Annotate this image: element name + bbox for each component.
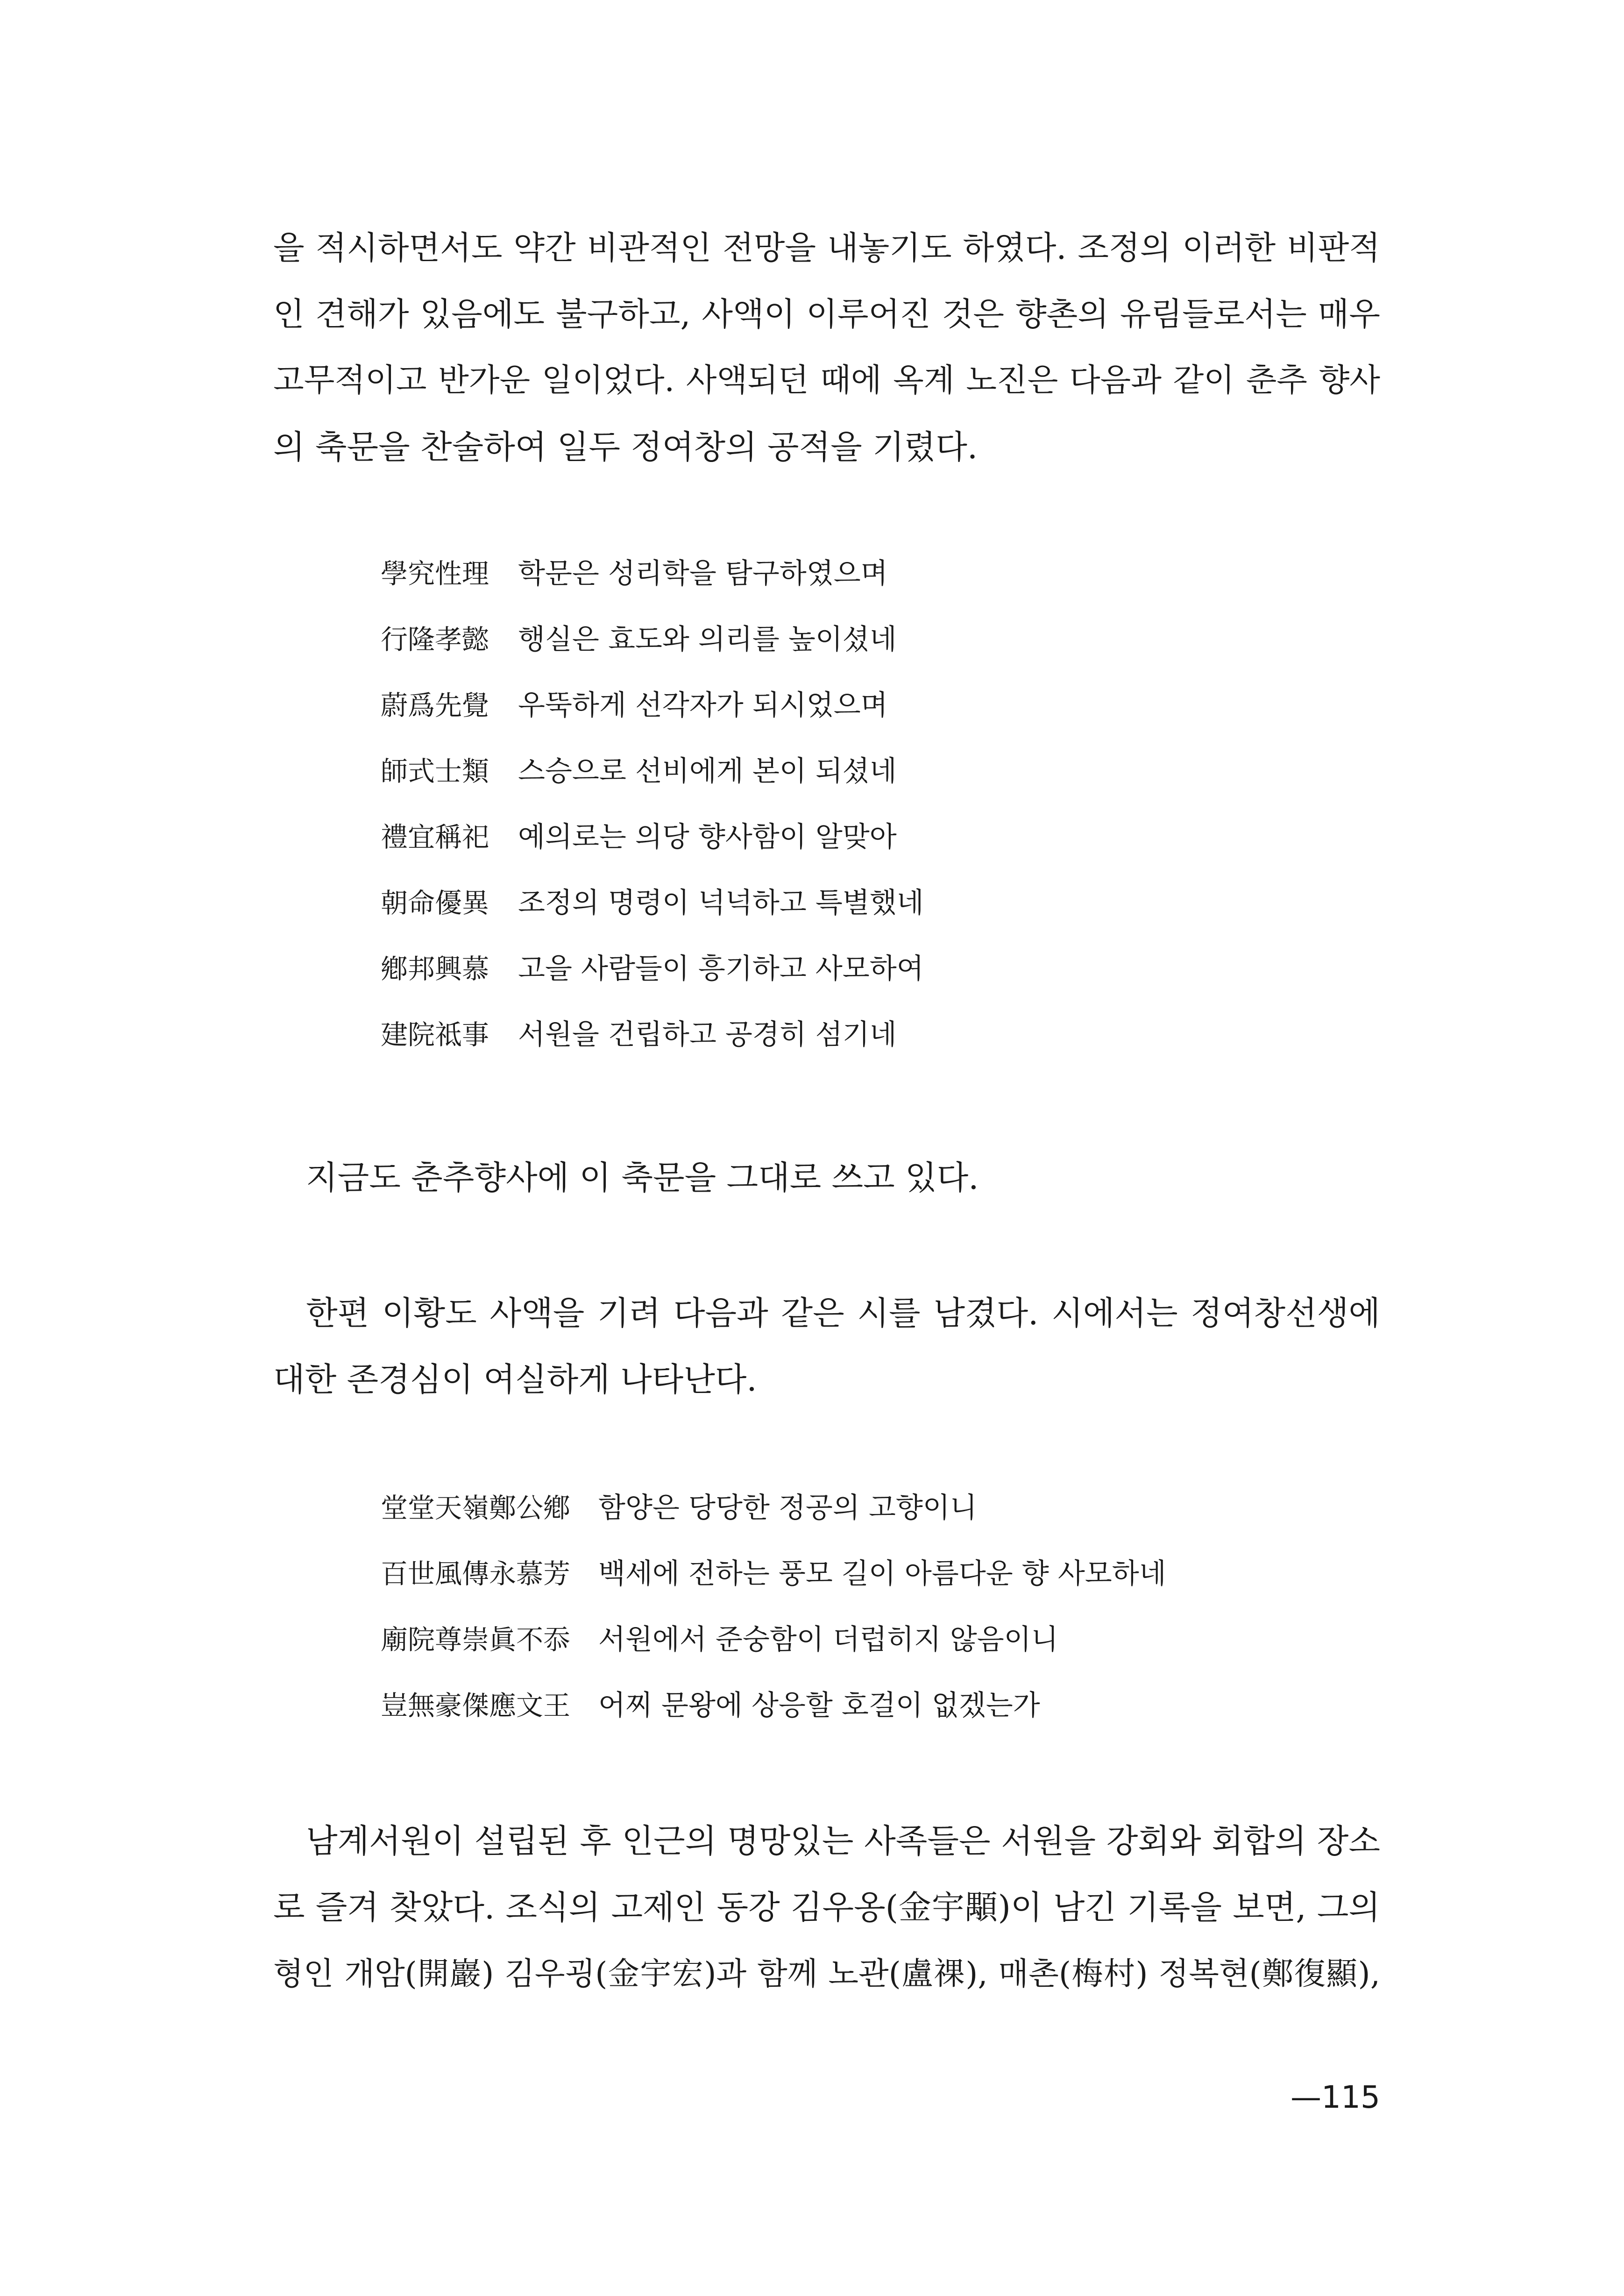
poem-hanja: 行隆孝懿: [381, 624, 489, 655]
paragraph-1: [273, 215, 1380, 480]
poem-hanja: 朝命優異: [381, 887, 489, 919]
paragraph-3: [273, 1280, 1380, 1413]
poem-translation: 조정의 명령이 넉넉하고 특별했네: [518, 887, 924, 919]
text-line: 지금도 춘추향사에 이 축문을 그대로 쓰고 있다.: [306, 1159, 979, 1197]
poem-translation: 함양은 당당한 정공의 고향이니: [598, 1492, 977, 1524]
poem-line: [381, 1551, 1166, 1617]
poem-translation: 서원을 건립하고 공경히 섬기네: [518, 1018, 897, 1051]
poem-hanja: 鄕邦興慕: [381, 953, 489, 985]
poem-hanja: 學究性理: [381, 558, 489, 590]
text-line: 인 견해가 있음에도 불구하고, 사액이 이루어진 것은 향촌의 유림들로서는 매우: [273, 296, 1380, 333]
poem-hanja: 廟院尊崇眞不忝: [381, 1624, 571, 1656]
poem-line: [381, 881, 924, 946]
poem-line: [381, 1683, 1166, 1749]
paragraph-2: [306, 1144, 1380, 1211]
text-line: 남계서원이 설립된 후 인근의 명망있는 사족들은 서원을 강회와 회합의 장소: [306, 1822, 1380, 1860]
poem-line: [381, 1012, 924, 1078]
poem-translation: 고을 사람들이 흥기하고 사모하여: [518, 953, 924, 985]
poem-line: [381, 946, 924, 1012]
text-line: 형인 개암(開巖) 김우굉(金宇宏)과 함께 노관(盧祼), 매촌(梅村) 정복현(鄭復顯),: [273, 1955, 1380, 1992]
text-line: 의 축문을 찬술하여 일두 정여창의 공적을 기렸다.: [273, 428, 978, 466]
poem-line: [381, 749, 924, 815]
poem-translation: 예의로는 의당 향사함이 알맞아: [518, 821, 897, 853]
poem-block-1: [381, 551, 924, 1078]
poem-translation: 학문은 성리학을 탐구하였으며: [518, 557, 888, 590]
text-line: 을 적시하면서도 약간 비관적인 전망을 내놓기도 하였다. 조정의 이러한 비판적: [273, 229, 1380, 267]
poem-line: [381, 815, 924, 881]
poem-line: [381, 551, 924, 617]
poem-line: [381, 683, 924, 749]
poem-translation: 백세에 전하는 풍모 길이 아름다운 향 사모하네: [598, 1557, 1166, 1590]
poem-hanja: 百世風傳永慕芳: [381, 1558, 571, 1590]
poem-hanja: 蔚爲先覺: [381, 690, 489, 721]
poem-line: [381, 1617, 1166, 1683]
page-number: —115: [1291, 2079, 1380, 2115]
text-line: 대한 존경심이 여실하게 나타난다.: [273, 1360, 757, 1399]
poem-hanja: 禮宜稱祀: [381, 821, 489, 853]
poem-translation: 서원에서 준숭함이 더럽히지 않음이니: [598, 1623, 1058, 1656]
poem-block-2: [381, 1486, 1166, 1749]
text-line: 고무적이고 반가운 일이었다. 사액되던 때에 옥계 노진은 다음과 같이 춘추 향사: [273, 362, 1380, 399]
text-line: 로 즐겨 찾았다. 조식의 고제인 동강 김우옹(金宇顒)이 남긴 기록을 보면, 그의: [273, 1888, 1380, 1926]
paragraph-4: [273, 1808, 1380, 2007]
poem-hanja: 豈無豪傑應文王: [381, 1690, 571, 1721]
text-line: 한편 이황도 사액을 기려 다음과 같은 시를 남겼다. 시에서는 정여창선생에: [306, 1294, 1380, 1332]
poem-translation: 스승으로 선비에게 본이 되셨네: [518, 755, 897, 788]
poem-line: [381, 1486, 1166, 1551]
poem-hanja: 建院祗事: [381, 1019, 489, 1051]
poem-translation: 행실은 효도와 의리를 높이셨네: [518, 623, 897, 656]
poem-translation: 어찌 문왕에 상응할 호걸이 없겠는가: [598, 1689, 1040, 1722]
poem-line: [381, 617, 924, 683]
poem-translation: 우뚝하게 선각자가 되시었으며: [518, 689, 888, 722]
poem-hanja: 堂堂天嶺鄭公鄕: [381, 1492, 571, 1524]
poem-hanja: 師式士類: [381, 755, 489, 787]
